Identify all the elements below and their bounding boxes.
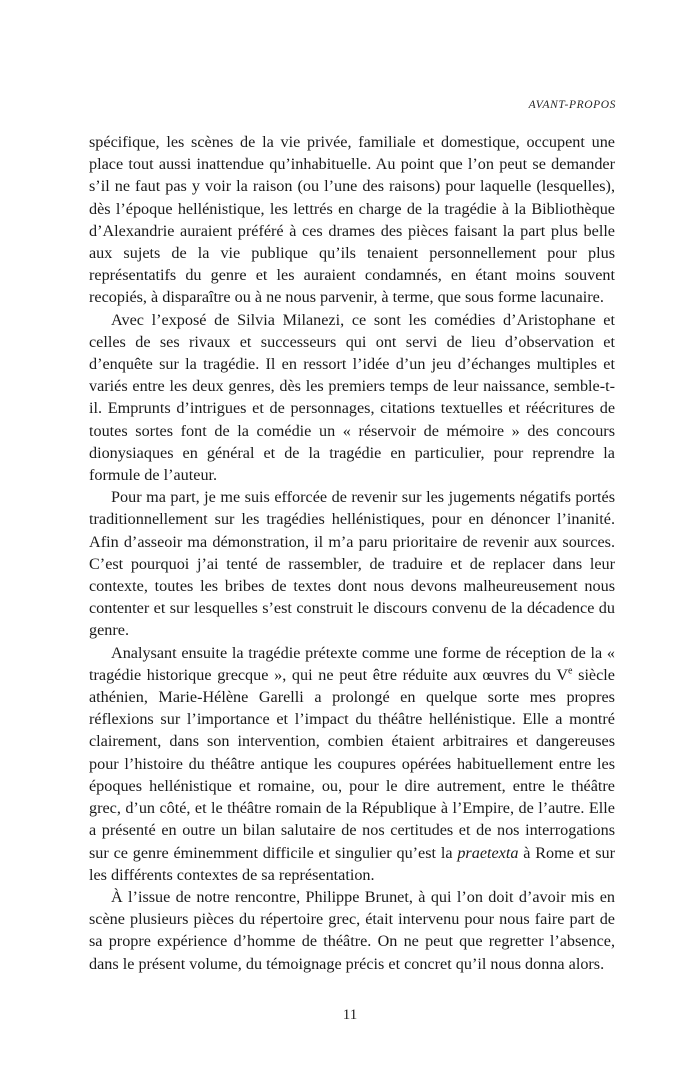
text-run: Avec l’exposé de Silvia Milanezi, ce sont les comédies d’Aristophane et celles de ses rivaux et successeurs qui ont servi de lieu d’observation et d’enquête sur la tragédie. Il en ressort l’idée d’un jeu d’échanges multiples et variés entre les deux genres, dès les premiers temps de leur naissance, semble-t-il. Emprunts d’intrigues et de personnages, citations textuelles et réécritures de toutes sortes font de la comédie un « réservoir de mémoire » des concours dionysiaques en général et de la tragédie en particulier, pour reprendre la formule de l’auteur. (89, 310, 615, 485)
body-text (89, 131, 615, 975)
text-run: à Rome et sur les différents contextes de sa représentation. (89, 843, 615, 884)
paragraph-p1 (89, 131, 615, 309)
text-run: Pour ma part, je me suis efforcée de revenir sur les jugements négatifs portés traditionnellement sur les tragédies hellénistiques, pour en dénoncer l’inanité. Afin d’asseoir ma démonstration, il m’a paru prioritaire de revenir aux sources. C’est pourquoi j’ai tenté de rassembler, de traduire et de replacer dans leur contexte, toutes les bribes de textes dont nous devons malheureusement nous contenter et sur lesquelles s’est construit le discours convenu de la décadence du genre. (89, 488, 615, 640)
italic-term: praetexta (457, 843, 519, 862)
text-run: Analysant ensuite la tragédie prétexte comme une forme de réception de la « tragédie historique grecque », qui ne peut être réduite aux œuvres du V (89, 643, 615, 684)
paragraph-p3 (89, 486, 615, 641)
superscript: e (568, 665, 573, 677)
paragraph-p4 (89, 642, 615, 886)
paragraph-p2 (89, 309, 615, 487)
page-number: 11 (342, 1007, 358, 1023)
running-head: AVANT-PROPOS (528, 99, 616, 111)
paragraph-p5 (89, 886, 615, 975)
text-run: spécifique, les scènes de la vie privée, familiale et domestique, occupent une place tout aussi inattendue qu’inhabituelle. Au point que l’on peut se demander s’il ne faut pas y voir la raison (ou l’une des raisons) pour laquelle (lesquelles), dès l’époque hellénistique, les lettrés en charge de la tragédie à la Bibliothèque d’Alexandrie auraient préféré à ces drames des pièces faisant la part plus belle aux sujets de la vie publique qu’ils tenaient personnellement pour plus représentatifs du genre et les auraient condamnés, en étant moins souvent recopiés, à disparaître ou à ne nous parvenir, à terme, que sous forme lacunaire. (89, 133, 615, 307)
text-run: siècle athénien, Marie-Hélène Garelli a prolongé en quelque sorte mes propres réflexions sur l’importance et l’impact du théâtre hellénistique. Elle a montré clairement, dans son intervention, combien étaient arbitraires et dangereuses pour l’histoire du théâtre antique les coupures opérées habituellement entre les époques hellénistique et romaine, ou, pour le dire autrement, entre le théâtre grec, d’un côté, et le théâtre romain de la République à l’Empire, de l’autre. Elle a présenté en outre un bilan salutaire de nos certitudes et de nos interrogations sur ce genre éminemment difficile et singulier qu’est la (89, 665, 615, 862)
text-run: À l’issue de notre rencontre, Philippe Brunet, à qui l’on doit d’avoir mis en scène plusieurs pièces du répertoire grec, était intervenu pour nous faire part de sa propre expérience d’homme de théâtre. On ne peut que regretter l’absence, dans le présent volume, du témoignage précis et concret qu’il nous donna alors. (89, 887, 615, 973)
